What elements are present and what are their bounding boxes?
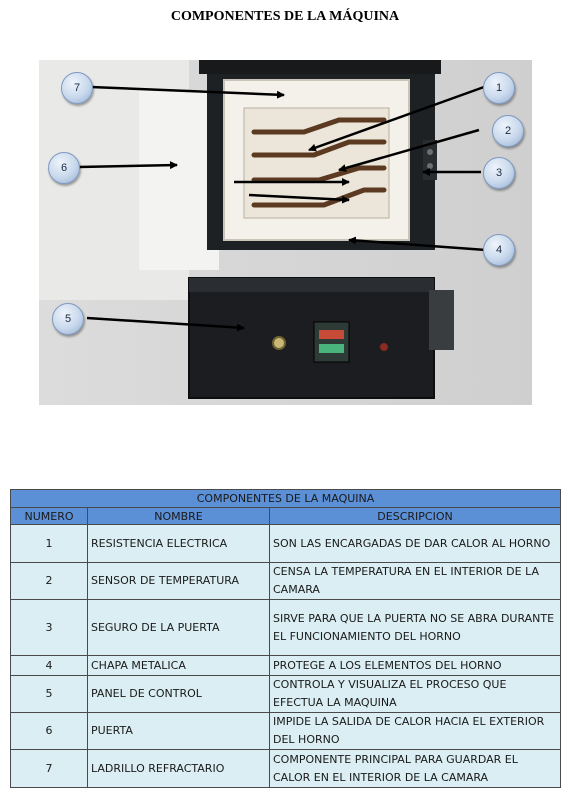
control-display — [314, 322, 349, 362]
row-description: COMPONENTE PRINCIPAL PARA GUARDAR EL CALOR EN EL INTERIOR DE LA CAMARA — [270, 750, 561, 788]
row-description: CENSA LA TEMPERATURA EN EL INTERIOR DE LA CAMARA — [270, 563, 561, 600]
row-number: 3 — [11, 600, 88, 656]
table-row — [11, 525, 561, 563]
row-name: RESISTENCIA ELECTRICA — [88, 525, 270, 563]
column-header-nombre: NOMBRE — [88, 508, 270, 525]
row-name: SEGURO DE LA PUERTA — [88, 600, 270, 656]
row-name: CHAPA METALICA — [88, 656, 270, 676]
row-number: 7 — [11, 750, 88, 788]
row-description: SON LAS ENCARGADAS DE DAR CALOR AL HORNO — [270, 525, 561, 563]
row-name: PANEL DE CONTROL — [88, 676, 270, 713]
table-row — [11, 656, 561, 676]
components-table — [10, 489, 561, 788]
row-name: PUERTA — [88, 713, 270, 750]
table-row — [11, 563, 561, 600]
row-number: 4 — [11, 656, 88, 676]
callout-6: 6 — [48, 152, 80, 184]
callout-5: 5 — [52, 303, 84, 335]
row-number: 2 — [11, 563, 88, 600]
table-row — [11, 713, 561, 750]
callout-2: 2 — [492, 115, 524, 147]
row-number: 6 — [11, 713, 88, 750]
row-name: SENSOR DE TEMPERATURA — [88, 563, 270, 600]
column-header-numero: NUMERO — [11, 508, 88, 525]
callout-1: 1 — [483, 72, 515, 104]
row-name: LADRILLO REFRACTARIO — [88, 750, 270, 788]
table-row — [11, 676, 561, 713]
row-number: 1 — [11, 525, 88, 563]
callout-3: 3 — [483, 157, 515, 189]
column-header-descripcion: DESCRIPCION — [270, 508, 561, 525]
callout-7: 7 — [61, 72, 93, 104]
table-row — [11, 600, 561, 656]
table-row — [11, 750, 561, 788]
row-description: PROTEGE A LOS ELEMENTOS DEL HORNO — [270, 656, 561, 676]
furnace-illustration — [39, 60, 532, 405]
control-box — [189, 278, 434, 398]
row-description: IMPIDE LA SALIDA DE CALOR HACIA EL EXTERIOR DEL HORNO — [270, 713, 561, 750]
page-title: COMPONENTES DE LA MÁQUINA — [170, 9, 400, 24]
furnace-photo — [39, 60, 532, 405]
row-number: 5 — [11, 676, 88, 713]
row-description: SIRVE PARA QUE LA PUERTA NO SE ABRA DURANTE EL FUNCIONAMIENTO DEL HORNO — [270, 600, 561, 656]
row-description: CONTROLA Y VISUALIZA EL PROCESO QUE EFECTUA LA MAQUINA — [270, 676, 561, 713]
callout-4: 4 — [483, 234, 515, 266]
door-lock-knob — [273, 337, 285, 349]
table-caption: COMPONENTES DE LA MAQUINA — [11, 490, 561, 508]
